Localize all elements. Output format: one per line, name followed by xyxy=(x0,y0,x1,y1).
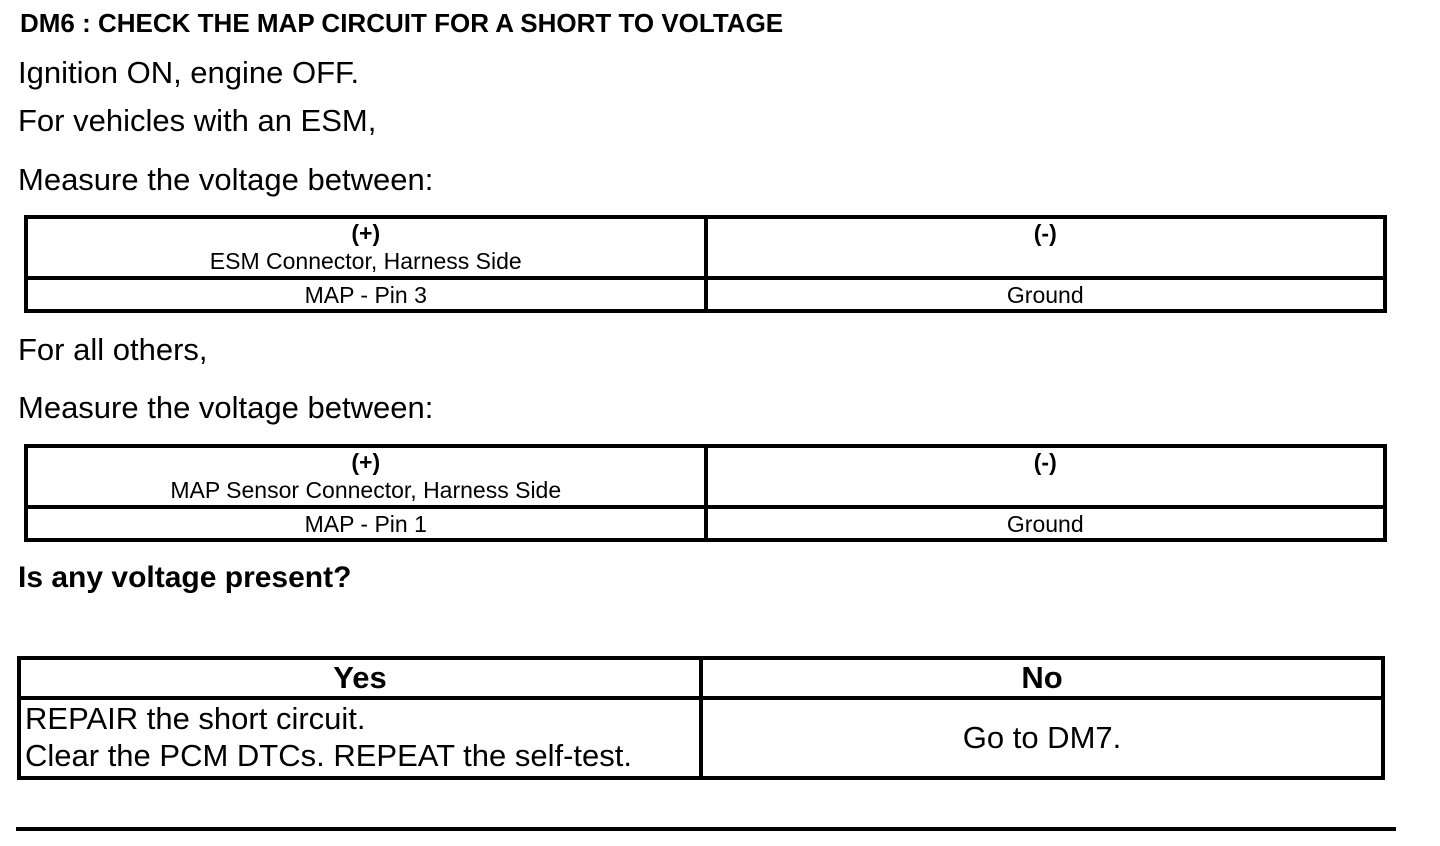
yes-action-line-2: Clear the PCM DTCs. REPEAT the self-test. xyxy=(25,738,632,773)
esm-minus-value: Ground xyxy=(706,278,1386,311)
no-action: Go to DM7. xyxy=(701,698,1383,778)
voltage-question: Is any voltage present? xyxy=(18,561,352,594)
yes-action-line-1: REPAIR the short circuit. xyxy=(25,701,366,736)
esm-measurement-table xyxy=(24,215,1387,313)
yes-header: Yes xyxy=(19,658,701,698)
bottom-divider xyxy=(16,827,1396,831)
plus-symbol: (+) xyxy=(351,220,381,246)
esm-connector-label: ESM Connector, Harness Side xyxy=(209,248,522,274)
no-header: No xyxy=(701,658,1383,698)
others-plus-header xyxy=(26,446,706,507)
instruction-measure-others: Measure the voltage between: xyxy=(18,390,434,425)
map-sensor-connector-label: MAP Sensor Connector, Harness Side xyxy=(170,477,562,503)
instruction-measure-esm: Measure the voltage between: xyxy=(18,162,434,197)
others-measurement-table xyxy=(24,444,1387,542)
instruction-esm-vehicles: For vehicles with an ESM, xyxy=(18,103,377,138)
others-plus-value: MAP - Pin 1 xyxy=(26,507,706,540)
esm-plus-value: MAP - Pin 3 xyxy=(26,278,706,311)
others-minus-value: Ground xyxy=(706,507,1386,540)
result-table xyxy=(17,656,1385,780)
others-minus-header xyxy=(706,446,1386,507)
yes-action xyxy=(19,698,701,778)
esm-plus-header xyxy=(26,217,706,278)
plus-symbol: (+) xyxy=(351,449,381,475)
esm-minus-header xyxy=(706,217,1386,278)
instruction-all-others: For all others, xyxy=(18,332,208,367)
step-title: DM6 : CHECK THE MAP CIRCUIT FOR A SHORT TO VOLTAGE xyxy=(20,8,784,38)
minus-symbol: (-) xyxy=(1033,220,1057,246)
minus-symbol: (-) xyxy=(1033,449,1057,475)
instruction-ignition: Ignition ON, engine OFF. xyxy=(18,55,360,90)
